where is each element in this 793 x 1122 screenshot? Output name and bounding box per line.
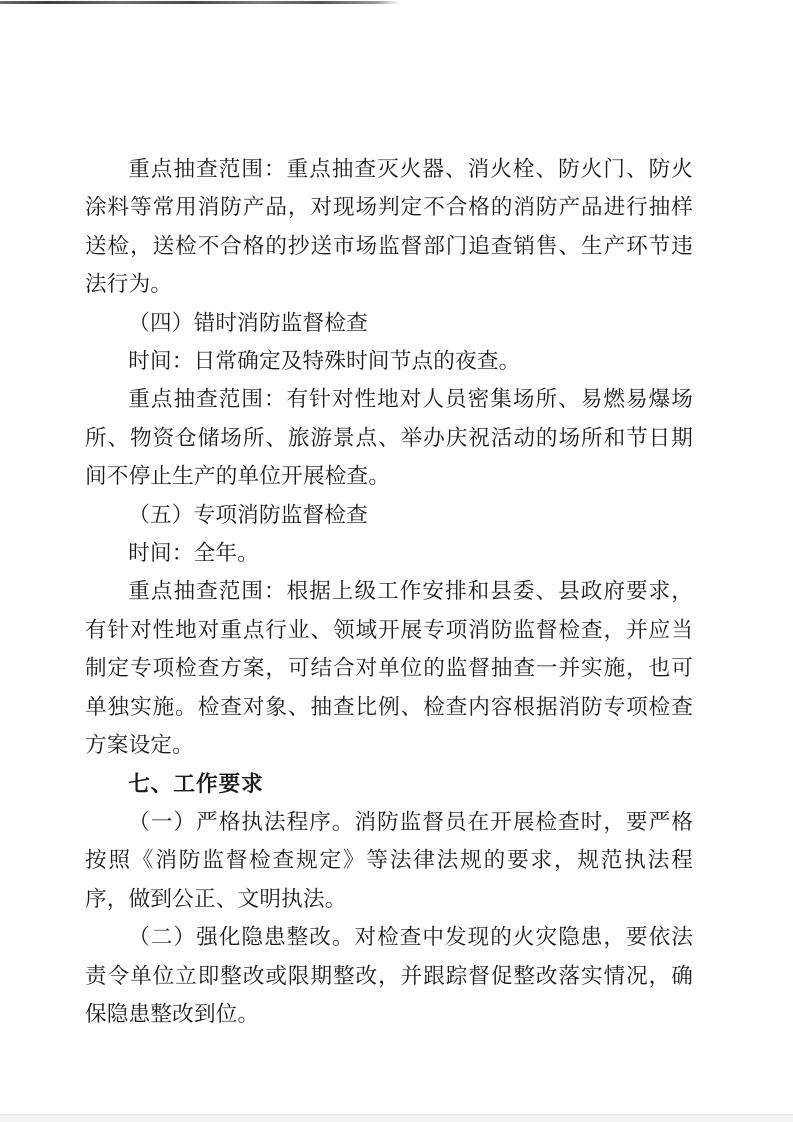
paragraph: 重点抽查范围：有针对性地对人员密集场所、易燃易爆场所、物资仓储场所、旅游景点、举办庆祝活动的场所和节日期间不停止生产的单位开展检查。 bbox=[85, 387, 693, 489]
paragraph: 重点抽查范围：根据上级工作安排和县委、县政府要求，有针对性地对重点行业、领域开展专项消防监督检查，并应当制定专项检查方案，可结合对单位的监督抽查一并实施，也可单独实施。检查对象、抽查比例、检查内容根据消防专项检查方案设定。 bbox=[85, 579, 693, 758]
paragraph: （一）严格执法程序。消防监督员在开展检查时，要严格按照《消防监督检查规定》等法律法规的要求，规范执法程序，做到公正、文明执法。 bbox=[85, 809, 693, 911]
paragraph: 时间：全年。 bbox=[128, 541, 259, 566]
scan-artifact-bottom-edge bbox=[0, 1114, 793, 1122]
section-heading: 七、工作要求 bbox=[128, 770, 264, 796]
scan-artifact-top-edge bbox=[0, 1, 400, 4]
paragraph: 重点抽查范围：重点抽查灭火器、消火栓、防火门、防火涂料等常用消防产品，对现场判定不合格的消防产品进行抽样送检，送检不合格的抄送市场监督部门追查销售、生产环节违法行为。 bbox=[85, 157, 693, 297]
paragraph: （二）强化隐患整改。对检查中发现的火灾隐患，要依法责令单位立即整改或限期整改，并跟踪督促整改落实情况，确保隐患整改到位。 bbox=[85, 925, 693, 1026]
paragraph: 时间：日常确定及特殊时间节点的夜查。 bbox=[128, 349, 521, 374]
document-body bbox=[85, 150, 693, 1033]
paragraph: （四）错时消防监督检查 bbox=[128, 310, 368, 335]
paragraph: （五）专项消防监督检查 bbox=[128, 502, 368, 527]
